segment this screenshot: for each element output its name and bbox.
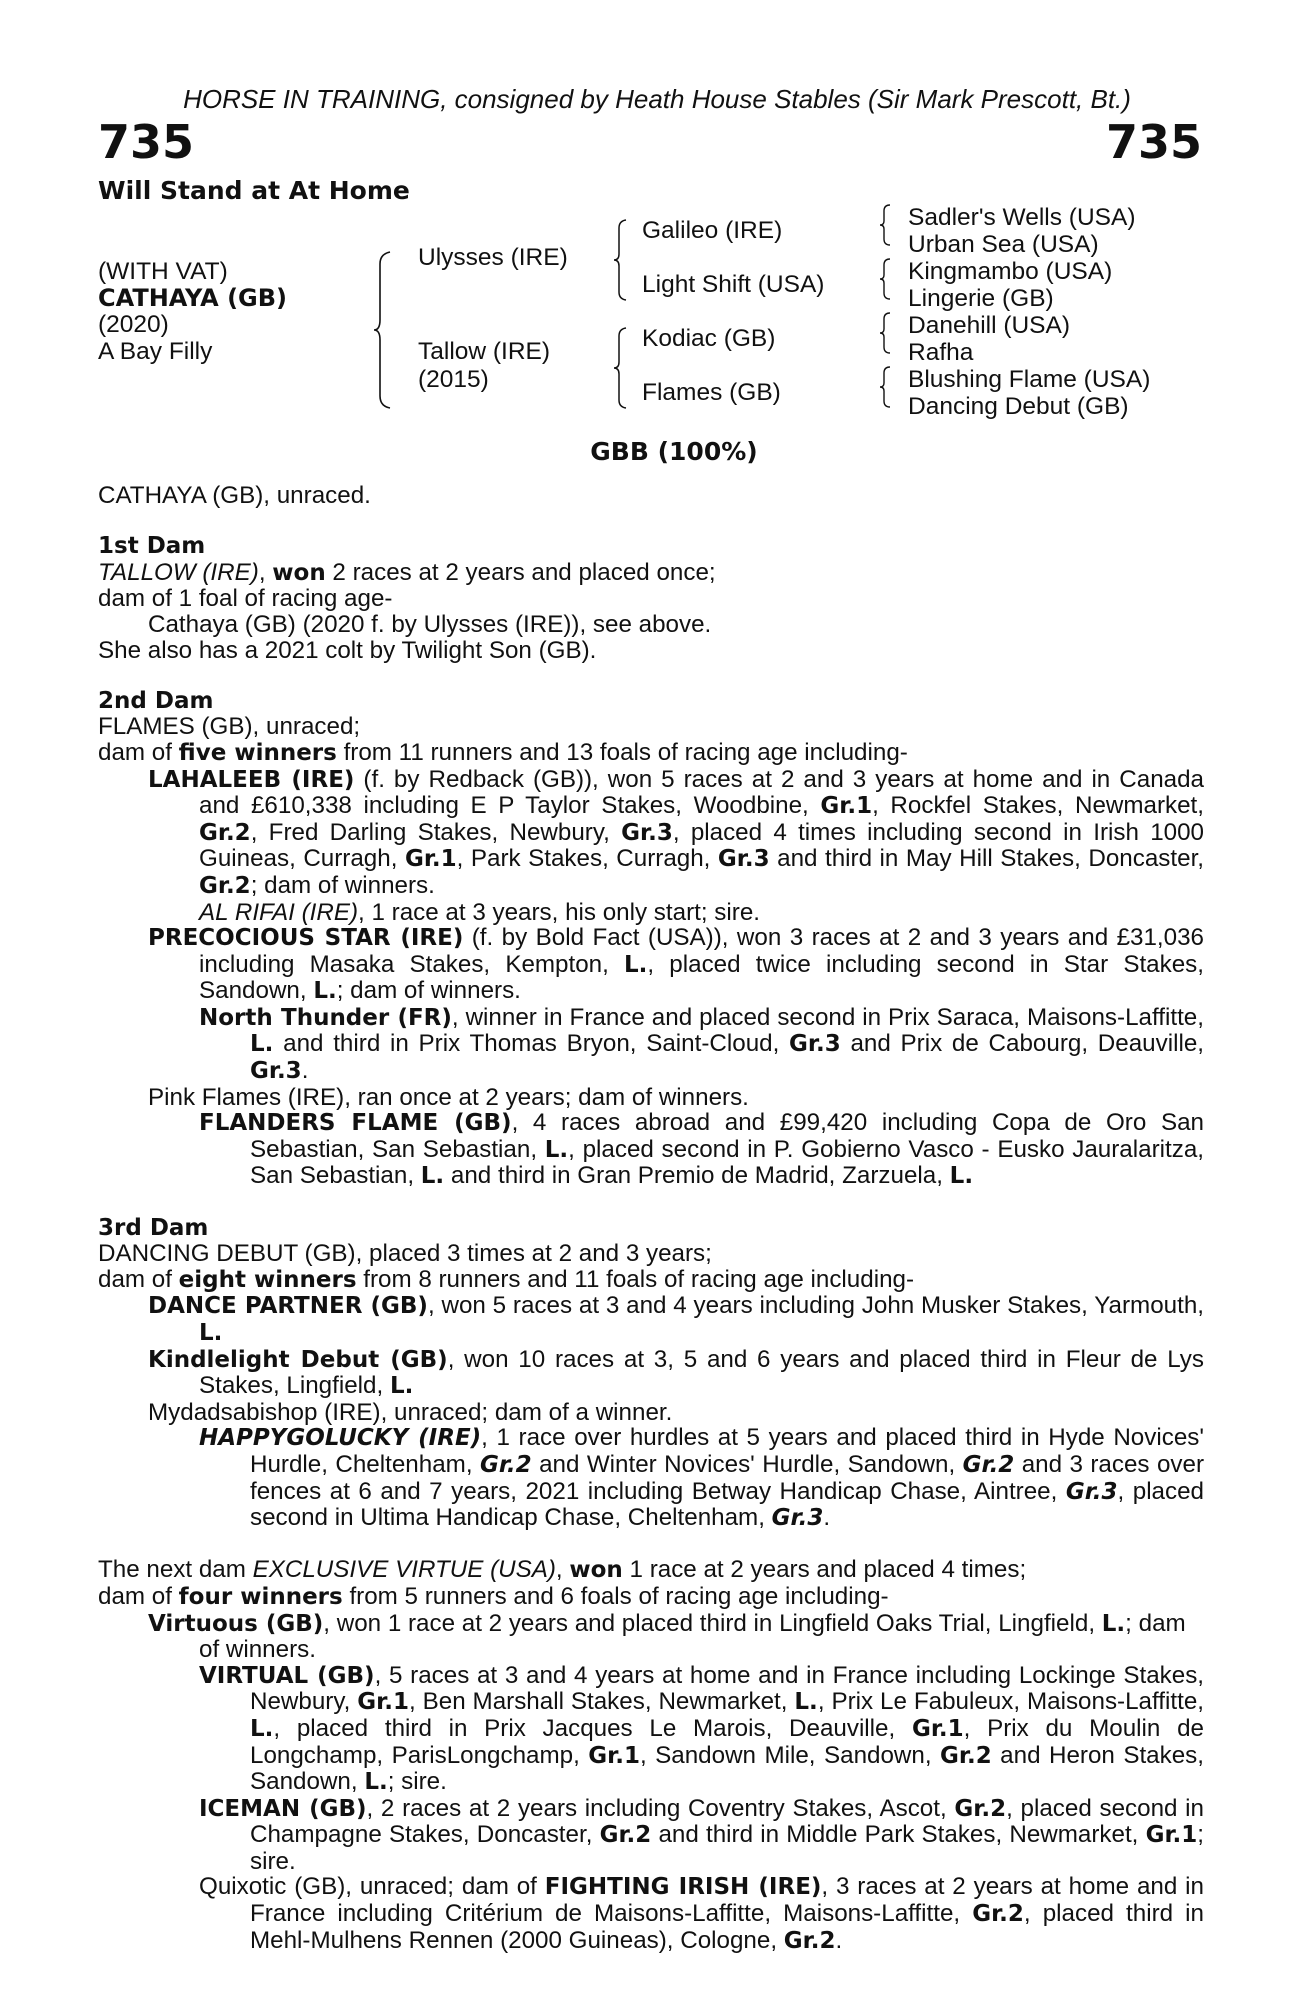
horse-description: A Bay Filly <box>98 338 213 365</box>
entry-virtuous: Virtuous (GB), won 1 race at 2 years and placed third in Lingfield Oaks Trial, Lingfield, L.; dam of winners. <box>148 1609 1186 1664</box>
g4-3: Kingmambo (USA) <box>908 258 1113 285</box>
consignment-line: HORSE IN TRAINING, consigned by Heath House Stables (Sir Mark Prescott, Bt.) <box>183 84 1131 114</box>
entry-happygolucky: HAPPYGOLUCKY (IRE), 1 race over hurdles at 5 years and placed third in Hyde Novices' Hurdle, Cheltenham, Gr.2 and Winter Novices' Hurdle, Sandown, Gr.2 and 3 races over fences at 6 and 7 years, 2021 including Betway Handicap Chase, Aintree, Gr.3, placed second in Ultima Handicap Chase, Cheltenham, Gr.3. <box>199 1424 1205 1532</box>
entry-kindlelight-debut: Kindlelight Debut (GB), won 10 races at 3, 5 and 6 years and placed third in Fleur de Lys Stakes, Lingfield, L. <box>148 1345 1204 1400</box>
third-dam-line-1: DANCING DEBUT (GB), placed 3 times at 2 and 3 years; <box>98 1240 712 1268</box>
entry-flanders-flame: FLANDERS FLAME (GB), 4 races abroad and £99,420 including Copa de Oro San Sebastian, San Sebastian, L., placed second in P. Gobierno Vasco - Eusko Jauralaritza, San Sebastian, L. and third in Gran Premio de Madrid, Zarzuela, L. <box>199 1109 1204 1190</box>
catalogue-body <box>98 483 1204 1954</box>
intro-line: CATHAYA (GB), unraced. <box>98 482 371 509</box>
first-dam-note: She also has a 2021 colt by Twilight Son (GB). <box>98 636 597 664</box>
g4-4: Lingerie (GB) <box>908 285 1054 312</box>
sire-sire: Galileo (IRE) <box>642 217 783 244</box>
pedigree-brace-4 <box>878 203 892 247</box>
second-dam-line-2: dam of five winners from 11 runners and 13 foals of racing age including- <box>98 738 908 766</box>
g4-2: Urban Sea (USA) <box>908 231 1099 258</box>
pedigree-brace-2 <box>612 218 630 302</box>
g4-5: Danehill (USA) <box>908 312 1071 339</box>
dam-sire: Kodiac (GB) <box>642 325 776 352</box>
pedigree-brace-5 <box>878 257 892 301</box>
horse-year: (2020) <box>98 311 169 338</box>
dam: Tallow (IRE) <box>418 338 551 365</box>
sire-dam: Light Shift (USA) <box>642 271 825 298</box>
entry-north-thunder: North Thunder (FR), winner in France and placed second in Prix Saraca, Maisons-Laffitte, L. and third in Prix Thomas Bryon, Saint-Cloud, Gr.3 and Prix de Cabourg, Deauville, Gr.3. <box>199 1003 1204 1085</box>
stand-note: Will Stand at At Home <box>98 176 410 205</box>
dam-year: (2015) <box>418 366 489 393</box>
lot-number-left: 735 <box>98 115 195 169</box>
entry-precocious-star: PRECOCIOUS STAR (IRE) (f. by Bold Fact (USA)), won 3 races at 2 and 3 years and £31,036 including Masaka Stakes, Kempton, L., placed twice including second in Star Stakes, Sandown, L.; dam of winners. <box>148 924 1204 1005</box>
breed-percent: GBB (100%) <box>590 437 758 466</box>
first-dam-line-1: TALLOW (IRE), won 2 races at 2 years and placed once; <box>98 558 716 586</box>
g4-6: Rafha <box>908 339 974 366</box>
second-dam-heading: 2nd Dam <box>98 687 214 714</box>
first-dam-heading: 1st Dam <box>98 533 206 560</box>
g4-7: Blushing Flame (USA) <box>908 366 1151 393</box>
pedigree-brace-7 <box>878 365 892 409</box>
pedigree-brace-6 <box>878 311 892 355</box>
horse-name: CATHAYA (GB) <box>98 284 287 312</box>
entry-virtual: VIRTUAL (GB), 5 races at 3 and 4 years at home and in France including Lockinge Stakes, Newbury, Gr.1, Ben Marshall Stakes, Newmarket, L., Prix Le Fabuleux, Maisons-Laffitte, L., placed third in Prix Jacques Le Marois, Deauville, Gr.1, Prix du Moulin de Longchamp, ParisLongchamp, Gr.1, Sandown Mile, Sandown, Gr.2 and Heron Stakes, Sandown, L.; sire. <box>199 1661 1205 1796</box>
next-dam-line-1: The next dam EXCLUSIVE VIRTUE (USA), won 1 race at 2 years and placed 4 times; <box>98 1556 1027 1584</box>
pedigree-brace-1 <box>372 250 396 410</box>
pedigree-brace-3 <box>612 326 630 410</box>
first-dam-line-2: dam of 1 foal of racing age- <box>98 585 393 613</box>
entry-pink-flames: Pink Flames (IRE), ran once at 2 years; dam of winners. <box>148 1083 749 1111</box>
vat-note: (WITH VAT) <box>98 258 228 285</box>
g4-1: Sadler's Wells (USA) <box>908 204 1136 231</box>
entry-dance-partner: DANCE PARTNER (GB), won 5 races at 3 and 4 years including John Musker Stakes, Yarmouth, L. <box>148 1292 1204 1346</box>
entry-mydadsabishop: Mydadsabishop (IRE), unraced; dam of a winner. <box>148 1398 673 1426</box>
third-dam-line-2: dam of eight winners from 8 runners and 11 foals of racing age including- <box>98 1265 915 1293</box>
first-dam-produce: Cathaya (GB) (2020 f. by Ulysses (IRE)), see above. <box>148 610 712 638</box>
third-dam-heading: 3rd Dam <box>98 1214 209 1241</box>
entry-lahaleeb: LAHALEEB (IRE) (f. by Redback (GB)), won 5 races at 2 and 3 years at home and in Canada and £610,338 including E P Taylor Stakes, Woodbine, Gr.1, Rockfel Stakes, Newmarket, Gr.2, Fred Darling Stakes, Newbury, Gr.3, placed 4 times including second in Irish 1000 Guineas, Curragh, Gr.1, Park Stakes, Curragh, Gr.3 and third in May Hill Stakes, Doncaster, Gr.2; dam of winners. <box>148 765 1205 899</box>
g4-8: Dancing Debut (GB) <box>908 393 1129 420</box>
entry-iceman: ICEMAN (GB), 2 races at 2 years including Coventry Stakes, Ascot, Gr.2, placed second in Champagne Stakes, Doncaster, Gr.2 and third in Middle Park Stakes, Newmarket, Gr.1; sire. <box>199 1794 1205 1875</box>
next-dam-line-2: dam of four winners from 5 runners and 6 foals of racing age including- <box>98 1582 889 1610</box>
lot-number-right: 735 <box>1105 115 1202 169</box>
sire: Ulysses (IRE) <box>418 244 568 271</box>
entry-quixotic: Quixotic (GB), unraced; dam of FIGHTING IRISH (IRE), 3 races at 2 years at home and in France including Critérium de Maisons-Laffitte, Maisons-Laffitte, Gr.2, placed third in Mehl-Mulhens Rennen (2000 Guineas), Cologne, Gr.2. <box>199 1873 1204 1954</box>
second-dam-line-1: FLAMES (GB), unraced; <box>98 713 361 741</box>
dam-dam: Flames (GB) <box>642 379 781 406</box>
entry-al-rifai: AL RIFAI (IRE), 1 race at 3 years, his only start; sire. <box>199 898 760 926</box>
